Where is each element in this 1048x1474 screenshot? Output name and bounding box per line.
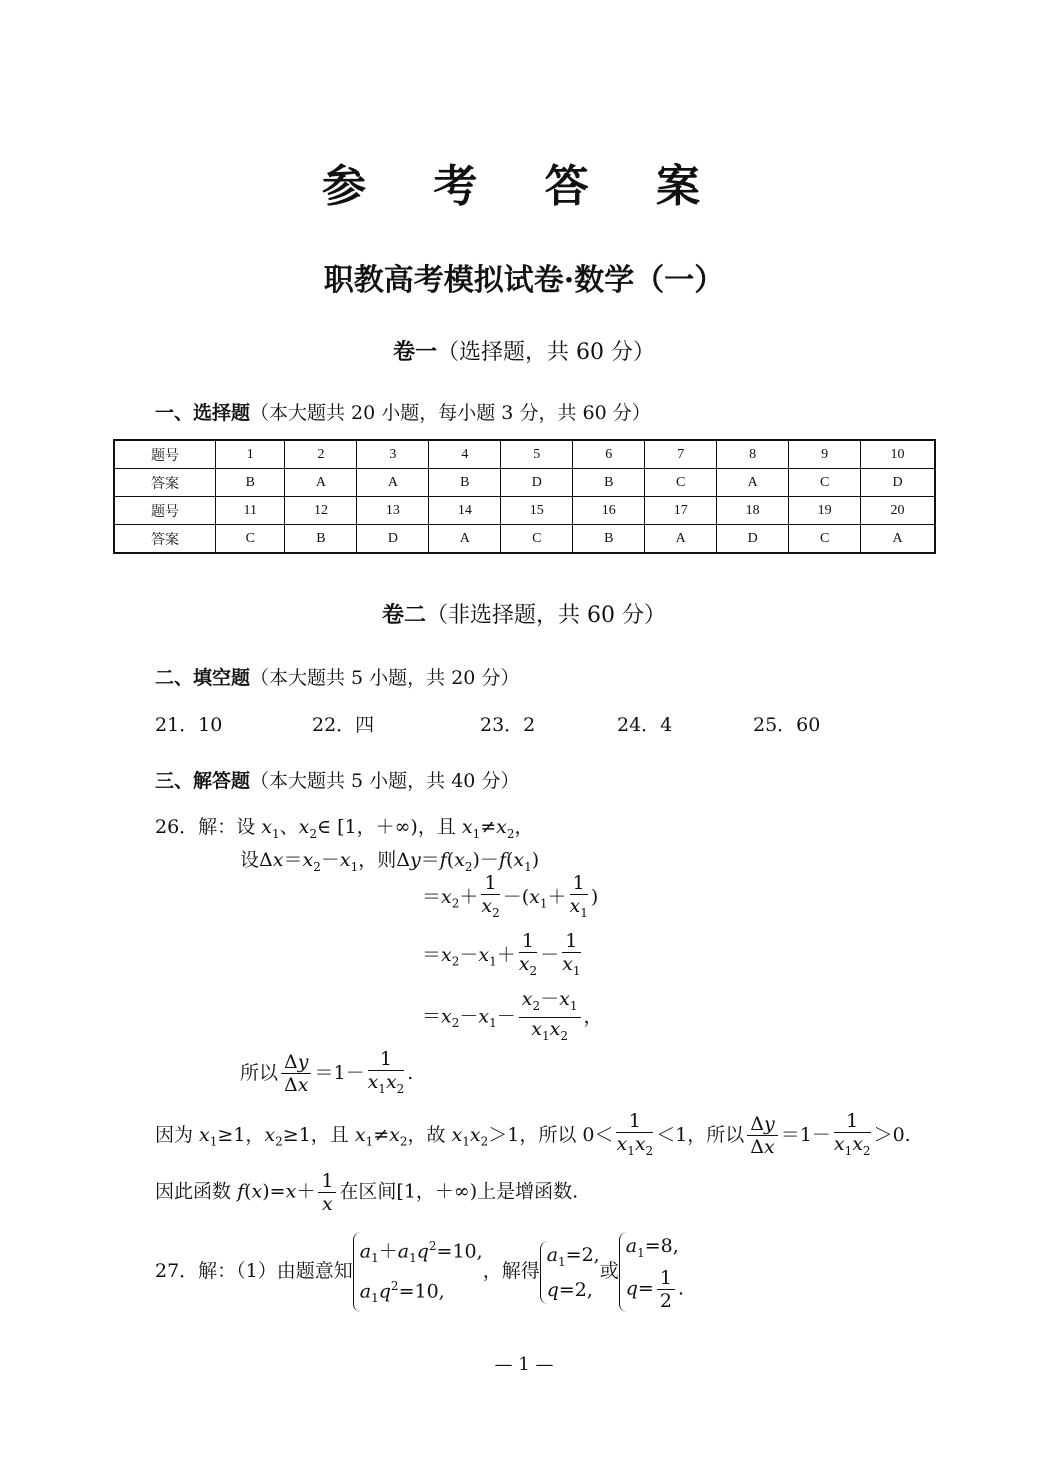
q26-conclusion: 因此函数 f(x)=x＋ $\frac{1}{x}$ 在区间[1，＋∞)上是增函数. (155, 1170, 579, 1215)
answer-cell: 12 (285, 497, 357, 525)
answer-cell: 5 (501, 440, 573, 469)
section-two-heading: 二、填空题（本大题共 5 小题，共 20 分） (155, 667, 520, 689)
q26-line-5: $=x_2-x_1-$ $\frac{x_2-x_1}{x_1x_2}$ ， (422, 988, 603, 1043)
answer-cell: C (216, 525, 285, 554)
answer-cell: 11 (216, 497, 285, 525)
table-row (114, 525, 935, 554)
answer-cell: 20 (861, 497, 935, 525)
exam-subtitle: 职教高考模拟试卷·数学（一） (323, 263, 725, 298)
answer-cell: 18 (717, 497, 789, 525)
answer-table (113, 439, 936, 554)
fill-answer: 25．60 (753, 714, 821, 736)
answer-cell: A (861, 525, 935, 554)
answer-cell: B (573, 525, 645, 554)
answer-cell: 16 (573, 497, 645, 525)
q26-line-7: 因为 $x_1\ge 1$，$x_2\ge 1$，且 $x_1\ne x_2$，故 $x_1x_2>1$，所以 0＜ $\frac{1}{x_1x_2}$ ＜1，所以 $\frac{\Delta y}{\Delta x}$ ＝1－ $\frac{1}{x_1x_2}$ ＞0. (155, 1110, 911, 1159)
answer-cell: 15 (501, 497, 573, 525)
page-number: — 1 — (494, 1354, 554, 1375)
table-row (114, 469, 935, 497)
q27-line-1: 27．解：（1）由题意知$a_1+a_1q^2=10$, $a_1q^2=10$,，解得$a_1=2$, q=2,或$a_1=8$, q= $\frac{1}{2}$ . (155, 1232, 684, 1312)
row-header-cell: 答案 (114, 525, 216, 554)
answer-cell: 6 (573, 440, 645, 469)
fill-answer: 23．2 (480, 714, 536, 736)
answer-cell: C (645, 469, 717, 497)
answer-cell: B (285, 525, 357, 554)
fill-answer: 22．四 (312, 714, 375, 736)
answer-cell: 9 (789, 440, 861, 469)
section-three-heading: 三、解答题（本大题共 5 小题，共 40 分） (155, 770, 520, 792)
volume-two-heading: 卷二（非选择题，共 60 分） (382, 602, 666, 628)
row-header-cell: 题号 (114, 440, 216, 469)
row-header-cell: 答案 (114, 469, 216, 497)
answer-cell: 3 (357, 440, 429, 469)
table-row (114, 497, 935, 525)
q26-line-2: 设$\Delta x=x_2-x_1$，则$\Delta y=f(x_2)-f(x_1)$ (240, 849, 540, 874)
table-row (114, 440, 935, 469)
answer-cell: D (717, 525, 789, 554)
answer-cell: 2 (285, 440, 357, 469)
answer-cell: 13 (357, 497, 429, 525)
answer-cell: 1 (216, 440, 285, 469)
answer-cell: C (789, 469, 861, 497)
answer-cell: B (216, 469, 285, 497)
answer-cell: A (357, 469, 429, 497)
q26-line-3: $=x_2+$ $\frac{1}{x_2}$ $-(x_1+$ $\frac{1}{x_1}$ ) (422, 872, 599, 920)
answer-cell: 7 (645, 440, 717, 469)
answer-cell: A (645, 525, 717, 554)
section-one-heading: 一、选择题（本大题共 20 小题，每小题 3 分，共 60 分） (155, 402, 651, 424)
answer-cell: 4 (429, 440, 501, 469)
answer-cell: C (789, 525, 861, 554)
answer-cell: 19 (789, 497, 861, 525)
answer-cell: D (861, 469, 935, 497)
volume-one-heading: 卷一（选择题，共 60 分） (393, 339, 655, 365)
page-title: 参 考 答 案 (322, 161, 726, 212)
answer-cell: B (429, 469, 501, 497)
answer-cell: A (429, 525, 501, 554)
answer-cell: 17 (645, 497, 717, 525)
fill-answer: 24．4 (617, 714, 673, 736)
answer-cell: 10 (861, 440, 935, 469)
fill-answer: 21．10 (155, 714, 223, 736)
answer-cell: C (501, 525, 573, 554)
answer-cell: D (357, 525, 429, 554)
answer-cell: 8 (717, 440, 789, 469)
q26-line-1: 26．解：设 $x_1$、$x_2\in$ [1，＋∞)，且 $x_1\ne x_2$， (155, 816, 534, 841)
answer-cell: D (501, 469, 573, 497)
answer-cell: 14 (429, 497, 501, 525)
answer-cell: A (717, 469, 789, 497)
q26-line-6: 所以 $\frac{\Delta y}{\Delta x}$ ＝1－ $\frac{1}{x_1x_2}$ . (240, 1048, 414, 1097)
answer-cell: A (285, 469, 357, 497)
row-header-cell: 题号 (114, 497, 216, 525)
answer-cell: B (573, 469, 645, 497)
q26-line-4: $=x_2-x_1+$ $\frac{1}{x_2}$ － $\frac{1}{x_1}$ (422, 930, 581, 978)
